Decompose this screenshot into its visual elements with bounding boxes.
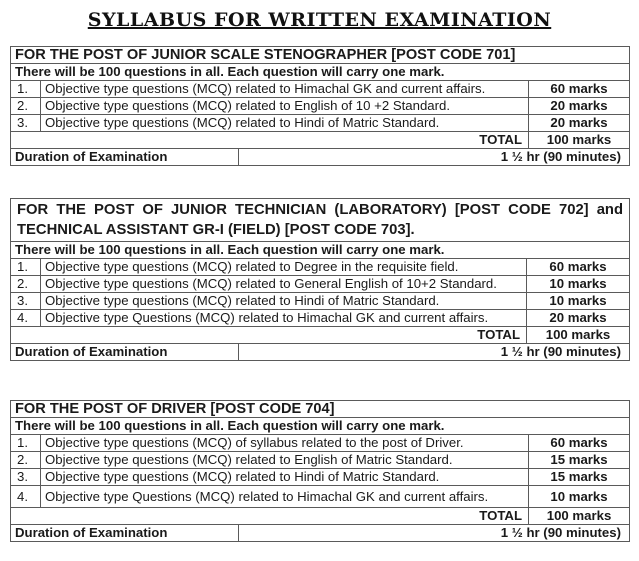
row-number: 2. <box>11 276 41 293</box>
total-row <box>11 132 630 149</box>
section-heading-row <box>11 199 630 242</box>
row-marks: 60 marks <box>527 259 630 276</box>
row-number: 1. <box>11 259 41 276</box>
total-row <box>11 327 630 344</box>
duration-row <box>11 525 630 542</box>
row-number: 2. <box>11 452 41 469</box>
row-marks: 15 marks <box>529 469 630 486</box>
row-marks: 20 marks <box>529 115 630 132</box>
duration-value: 1 ½ hr (90 minutes) <box>239 525 630 542</box>
duration-row <box>11 149 630 166</box>
duration-label: Duration of Examination <box>11 344 239 361</box>
syllabus-table <box>10 46 630 149</box>
table-row <box>11 115 630 132</box>
total-marks: 100 marks <box>529 132 630 149</box>
row-number: 1. <box>11 81 41 98</box>
table-row <box>11 469 630 486</box>
row-number: 1. <box>11 435 41 452</box>
duration-value: 1 ½ hr (90 minutes) <box>239 149 630 166</box>
table-row <box>11 276 630 293</box>
section-heading: FOR THE POST OF DRIVER [POST CODE 704] <box>11 401 630 418</box>
duration-label: Duration of Examination <box>11 525 239 542</box>
row-description: Objective type questions (MCQ) related to Hindi of Matric Standard. <box>41 115 529 132</box>
row-number: 3. <box>11 469 41 486</box>
row-description: Objective type questions (MCQ) related to Degree in the requisite field. <box>41 259 527 276</box>
total-label: TOTAL <box>11 508 529 525</box>
section-technician <box>10 198 629 361</box>
row-marks: 10 marks <box>529 486 630 508</box>
total-row <box>11 508 630 525</box>
section-heading: FOR THE POST OF JUNIOR SCALE STENOGRAPHER [POST CODE 701] <box>11 47 630 64</box>
page-title: SYLLABUS FOR WRITTEN EXAMINATION <box>87 9 552 31</box>
row-marks: 60 marks <box>529 81 630 98</box>
row-number: 3. <box>11 293 41 310</box>
row-number: 2. <box>11 98 41 115</box>
intro-row <box>11 418 630 435</box>
row-description: Objective type Questions (MCQ) related to Himachal GK and current affairs. <box>41 486 529 508</box>
total-marks: 100 marks <box>527 327 630 344</box>
row-description: Objective type questions (MCQ) related to English of 10 +2 Standard. <box>41 98 529 115</box>
row-description: Objective type questions (MCQ) related to Hindi of Matric Standard. <box>41 293 527 310</box>
row-description: Objective type questions (MCQ) related to General English of 10+2 Standard. <box>41 276 527 293</box>
duration-table <box>10 524 630 542</box>
duration-label: Duration of Examination <box>11 149 239 166</box>
syllabus-table <box>10 198 630 344</box>
intro-text: There will be 100 questions in all. Each question will carry one mark. <box>11 64 630 81</box>
row-marks: 15 marks <box>529 452 630 469</box>
table-row <box>11 310 630 327</box>
row-marks: 20 marks <box>527 310 630 327</box>
duration-table <box>10 148 630 166</box>
total-marks: 100 marks <box>529 508 630 525</box>
row-description: Objective type questions (MCQ) related to English of Matric Standard. <box>41 452 529 469</box>
table-row <box>11 435 630 452</box>
table-row <box>11 486 630 508</box>
section-stenographer <box>10 46 629 166</box>
table-row <box>11 81 630 98</box>
row-marks: 20 marks <box>529 98 630 115</box>
section-driver <box>10 400 629 542</box>
syllabus-table <box>10 400 630 525</box>
duration-row <box>11 344 630 361</box>
table-row <box>11 293 630 310</box>
row-description: Objective type questions (MCQ) related to Hindi of Matric Standard. <box>41 469 529 486</box>
row-marks: 60 marks <box>529 435 630 452</box>
row-number: 3. <box>11 115 41 132</box>
intro-row <box>11 242 630 259</box>
table-row <box>11 452 630 469</box>
total-label: TOTAL <box>11 132 529 149</box>
table-row <box>11 259 630 276</box>
row-description: Objective type Questions (MCQ) related to Himachal GK and current affairs. <box>41 310 527 327</box>
section-heading-row <box>11 401 630 418</box>
duration-value: 1 ½ hr (90 minutes) <box>239 344 630 361</box>
row-marks: 10 marks <box>527 293 630 310</box>
row-number: 4. <box>11 486 41 508</box>
table-row <box>11 98 630 115</box>
section-heading-row <box>11 47 630 64</box>
section-heading: FOR THE POST OF JUNIOR TECHNICIAN (LABORATORY) [POST CODE 702] and TECHNICAL ASSISTANT GR-I (FIELD) [POST CODE 703]. <box>11 199 630 242</box>
intro-text: There will be 100 questions in all. Each question will carry one mark. <box>11 242 630 259</box>
row-marks: 10 marks <box>527 276 630 293</box>
intro-text: There will be 100 questions in all. Each question will carry one mark. <box>11 418 630 435</box>
row-number: 4. <box>11 310 41 327</box>
total-label: TOTAL <box>11 327 527 344</box>
intro-row <box>11 64 630 81</box>
row-description: Objective type questions (MCQ) related to Himachal GK and current affairs. <box>41 81 529 98</box>
row-description: Objective type questions (MCQ) of syllabus related to the post of Driver. <box>41 435 529 452</box>
duration-table <box>10 343 630 361</box>
